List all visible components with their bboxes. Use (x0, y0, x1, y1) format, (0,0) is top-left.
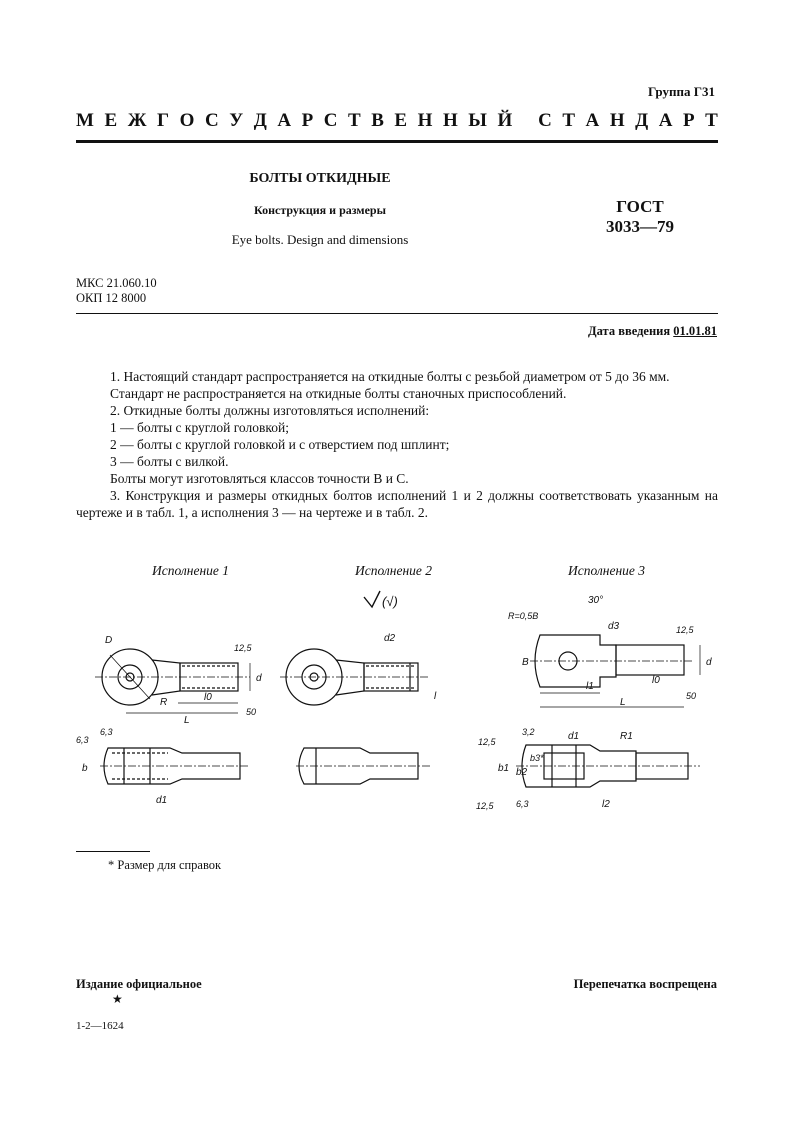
roughness-6-3b: 6,3 (100, 727, 113, 737)
technical-drawings (60, 585, 740, 825)
paragraph: 1. Настоящий стандарт распространяется на откидные болты с резьбой диаметром от 5 до 36 мм. (110, 369, 670, 384)
roughness-12-5-v3: 12,5 (676, 625, 694, 635)
header-rule (76, 140, 718, 143)
banner-space (523, 110, 528, 132)
label-l0-v3: l0 (652, 675, 660, 686)
gost-label: ГОСТ (616, 197, 664, 216)
paragraph: 2. Откидные болты должны изготовляться исполнений: (110, 403, 430, 418)
star-icon: ★ (112, 992, 123, 1006)
label-d-v3: d (706, 657, 712, 668)
paragraph: 3 — болты с вилкой. (110, 454, 229, 469)
label-R: R (160, 697, 168, 708)
banner-letter: Й (497, 110, 513, 131)
banner-letter: Ы (468, 110, 487, 131)
english-title: Eye bolts. Design and dimensions (231, 232, 409, 247)
paragraph: 1 — болты с круглой головкой; (110, 420, 289, 435)
paragraph: 2 — болты с круглой головкой и с отверстием под шплинт; (110, 437, 450, 452)
variant-1-top-view (95, 649, 250, 713)
label-d2: d2 (384, 633, 396, 644)
roughness-12-5-v3c: 12,5 (476, 801, 494, 811)
label-l: l (434, 691, 437, 702)
banner-letter: Т (562, 110, 576, 131)
variant-3-side-view (516, 745, 700, 787)
footnote: * Размер для справок (108, 858, 222, 872)
roughness-mark: (√) (382, 594, 398, 609)
banner-letter: Ж (127, 110, 147, 131)
roughness-6-3: 6,3 (76, 735, 89, 745)
banner-letter: Н (417, 110, 433, 131)
label-30-deg: 30° (588, 595, 604, 606)
roughness-3-2: 3,2 (522, 727, 535, 737)
roughness-12-5-v3b: 12,5 (478, 737, 496, 747)
label-l0: l0 (204, 692, 212, 703)
label-d1: d1 (156, 795, 168, 806)
banner-letter: Г (157, 110, 170, 131)
paragraph: Стандарт не распространяется на откидные болты станочных приспособлений. (110, 386, 567, 401)
label-d3: d3 (608, 621, 620, 632)
label-R1: R1 (620, 731, 633, 742)
introduction-date (588, 324, 717, 339)
variant-2-label: Исполнение 2 (355, 563, 433, 578)
variant-2-side-view (296, 748, 430, 784)
okp-code: ОКП 12 8000 (76, 291, 147, 305)
codes-rule (76, 313, 718, 314)
mks-code: МКС 21.060.10 (76, 276, 157, 290)
paragraph: Болты могут изготовляться классов точности B и C. (110, 471, 409, 486)
roughness-12-5: 12,5 (234, 643, 252, 653)
variant-3-top-view (530, 635, 700, 707)
label-d: d (256, 673, 262, 684)
banner-letter: М (76, 110, 94, 131)
label-l2: l2 (602, 799, 610, 810)
gost-number (590, 197, 690, 237)
paragraph: 3. Конструкция и размеры откидных болтов исполнений 1 и 2 должны соответствовать указанным на чертеже и в табл. 1, а исполнения 3 — на чертеже и в табл. 2. (76, 488, 718, 520)
group-code: Группа Г31 (647, 84, 715, 99)
banner-letter: Д (635, 110, 649, 131)
banner-letter: Н (609, 110, 625, 131)
standard-banner (76, 110, 718, 132)
banner-letter: А (658, 110, 673, 131)
banner-letter: Н (442, 110, 458, 131)
label-B: B (522, 657, 529, 668)
banner-letter: У (229, 110, 244, 131)
roughness-50: 50 (246, 707, 257, 717)
reprint-notice: Перепечатка воспрещена (573, 977, 717, 991)
variant-1-side-view (100, 748, 250, 784)
label-L-v3: L (620, 697, 626, 708)
document-subtitle: Конструкция и размеры (254, 203, 386, 217)
banner-letter: Д (253, 110, 267, 131)
footnote-rule (76, 851, 150, 852)
date-label: Дата введения (588, 324, 671, 338)
label-D: D (105, 635, 113, 646)
document-title: БОЛТЫ ОТКИДНЫЕ (249, 171, 391, 186)
label-b2: b2 (516, 767, 528, 778)
banner-letter: С (323, 110, 338, 131)
label-R058: R=0,5B (508, 611, 539, 621)
roughness-50-v3: 50 (686, 691, 697, 701)
banner-letter: В (371, 110, 384, 131)
variant-3-label: Исполнение 3 (568, 563, 646, 578)
gost-code: 3033—79 (606, 217, 674, 236)
label-L: L (184, 715, 190, 726)
variant-2-top-view (280, 649, 430, 705)
body-text (76, 368, 718, 521)
label-l1: l1 (586, 681, 594, 692)
banner-letter: Т (705, 110, 718, 131)
label-b3: b3* (530, 753, 544, 763)
banner-letter: С (204, 110, 219, 131)
print-code: 1-2—1624 (76, 1020, 124, 1032)
banner-letter: Р (683, 110, 695, 131)
label-b1: b1 (498, 763, 510, 774)
banner-letter: Т (347, 110, 361, 131)
checkmark-icon (364, 591, 380, 607)
variant-1-label: Исполнение 1 (152, 563, 230, 578)
date-value: 01.01.81 (673, 324, 717, 338)
banner-letter: С (538, 110, 552, 131)
banner-letter: А (277, 110, 292, 131)
label-d1-v3: d1 (568, 731, 580, 742)
banner-letter: О (179, 110, 195, 131)
label-b: b (82, 763, 88, 774)
roughness-6-3-v3: 6,3 (516, 799, 529, 809)
classification-codes (76, 276, 157, 306)
banner-letter: Р (301, 110, 314, 131)
banner-letter: А (585, 110, 600, 131)
banner-letter: Е (394, 110, 408, 131)
edition-label: Издание официальное (76, 977, 202, 991)
banner-letter: Е (104, 110, 118, 131)
